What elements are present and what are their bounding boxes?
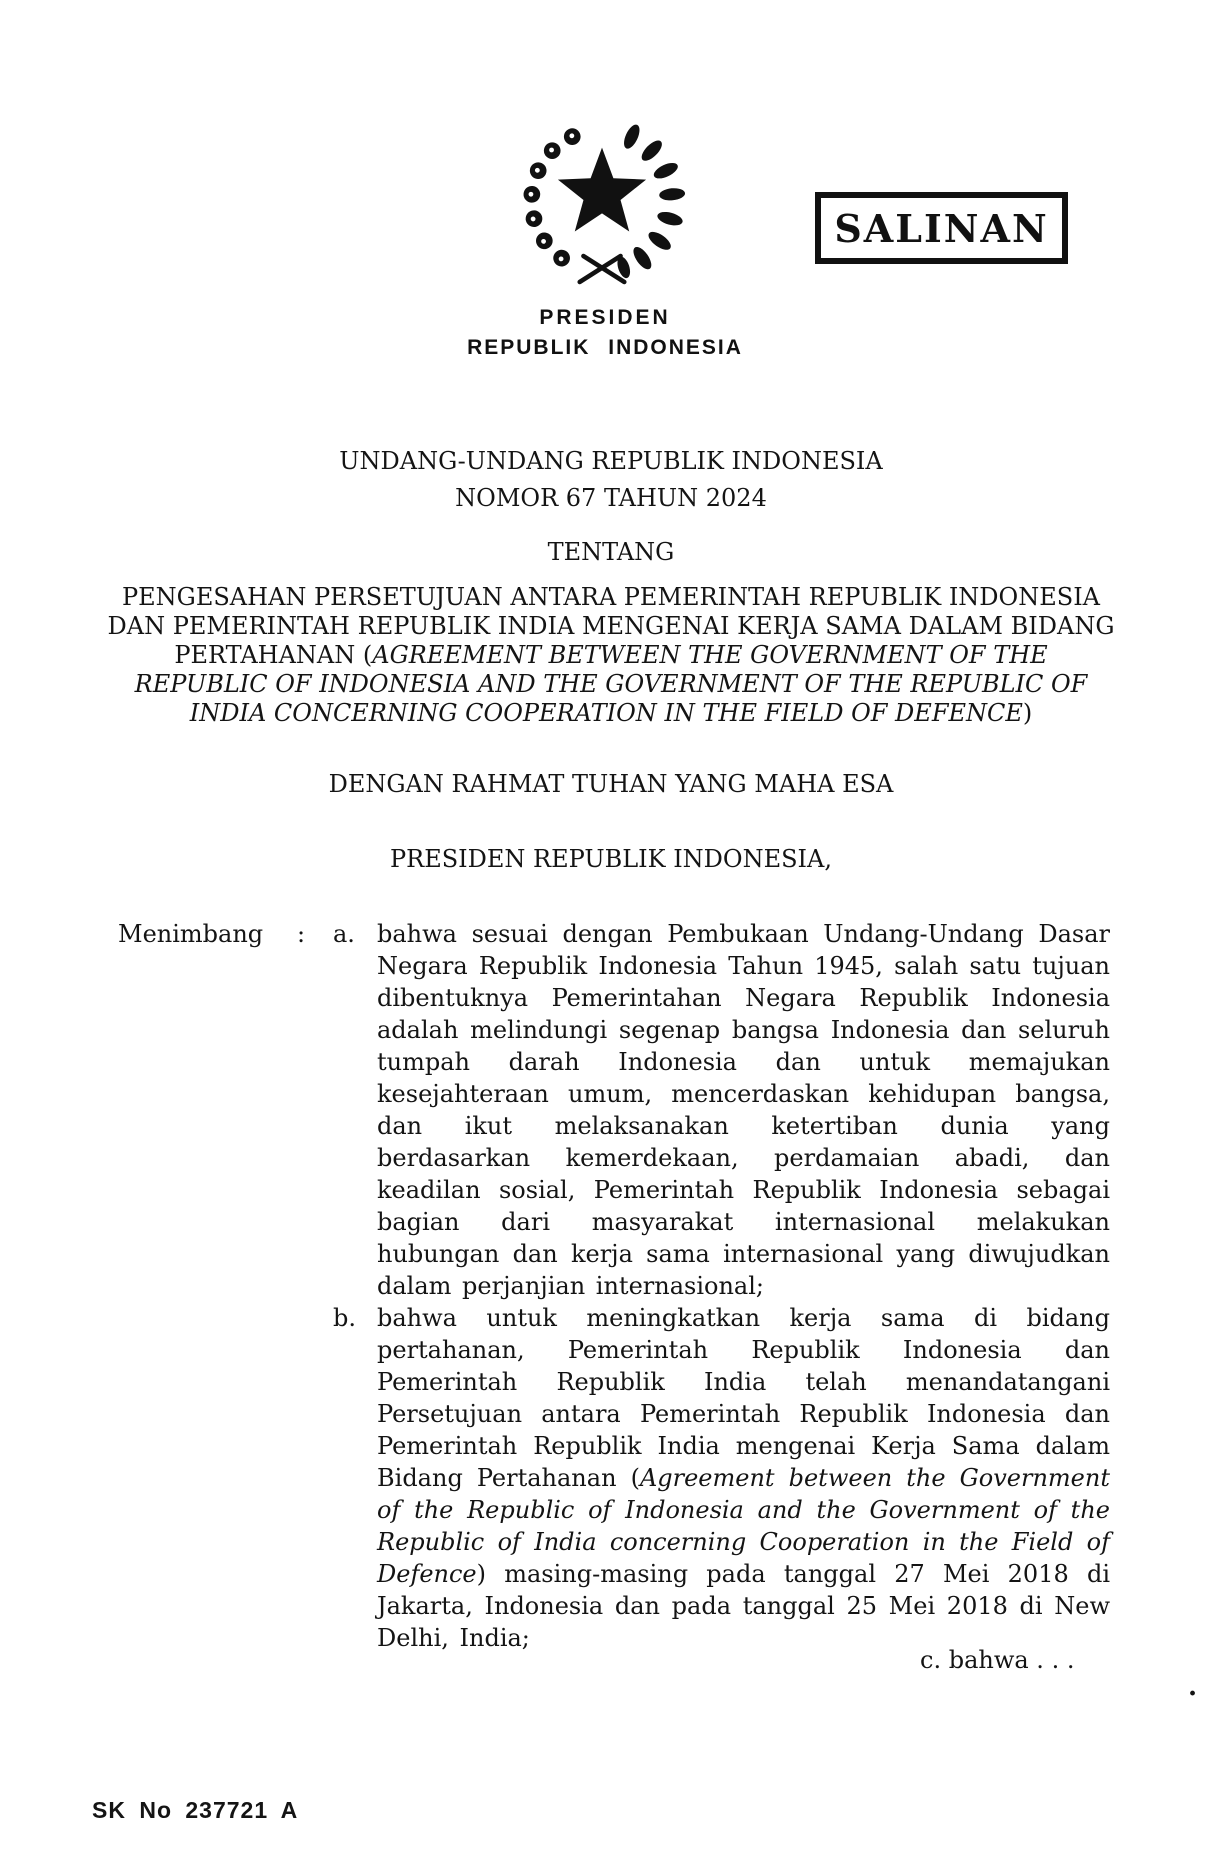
star-icon (558, 148, 646, 232)
consideration-item-b (333, 1302, 1110, 1654)
tentang-heading: TENTANG (547, 538, 675, 566)
document-title-line2: NOMOR 67 TAHUN 2024 (455, 484, 767, 512)
laurel-branch-icon (615, 122, 686, 279)
sk-number: SK No 237721 A (92, 1797, 299, 1823)
menimbang-colon: : (297, 920, 306, 948)
subject-close-paren: ) (1022, 699, 1033, 727)
title-block (105, 445, 1117, 875)
subject-roman: PENGESAHAN PERSETUJUAN ANTARA PEMERINTAH REPUBLIK INDONESIA DAN PEMERINTAH REPUBLIK INDIA MENGENAI KERJA SAMA DALAM BIDANG PERTAHANAN ( (107, 583, 1115, 669)
menimbang-items (333, 918, 1110, 1654)
menimbang-label: Menimbang (118, 920, 264, 948)
invocation-line: DENGAN RAHMAT TUHAN YANG MAHA ESA (328, 770, 894, 798)
item-a-marker: a. (333, 920, 355, 948)
letterhead-republik-indonesia: REPUBLIK INDONESIA (467, 336, 743, 359)
item-a-part-1: bahwa sesuai dengan Pembukaan Undang-Undang Dasar Negara Republik Indonesia Tahun 1945, salah satu tujuan dibentuknya Pemerintahan Negara Republik Indonesia adalah melindungi segenap bangsa Indonesia dan seluruh tumpah darah Indonesia dan untuk memajukan kesejahteraan umum, mencerdaskan kehidupan bangsa, dan ikut melaksanakan ketertiban dunia yang berdasarkan kemerdekaan, perdamaian abadi, dan keadilan sosial, Pemerintah Republik Indonesia sebagai bagian dari masyarakat internasional melakukan hubungan dan kerja sama internasional yang diwujudkan dalam perjanjian internasional; (377, 920, 1110, 1300)
menimbang-section (118, 918, 1110, 1654)
crossed-stems-icon (580, 256, 624, 282)
item-b-marker: b. (333, 1304, 356, 1332)
item-a-text (377, 918, 1110, 1302)
letterhead-presiden: PRESIDEN (539, 306, 671, 329)
document-title-line1: UNDANG-UNDANG REPUBLIK INDONESIA (339, 447, 883, 475)
subject-title (105, 583, 1117, 728)
star-wreath-emblem-icon (514, 112, 690, 300)
subject-italic: AGREEMENT BETWEEN THE GOVERNMENT OF THE REPUBLIC OF INDONESIA AND THE GOVERNMENT OF THE REPUBLIC OF INDIA CONCERNING COOPERATION IN THE FIELD OF DEFENCE (134, 641, 1088, 727)
consideration-item-a (333, 918, 1110, 1302)
item-b-text (377, 1302, 1110, 1654)
item-b-part-2-italic: Agreement between the Government of the Republic of Indonesia and the Government of the Republic of India concerning Cooperation in the Field of Defence (377, 1464, 1110, 1588)
salinan-stamp (815, 192, 1068, 264)
letterhead (100, 306, 1110, 360)
cotton-branch-icon (523, 126, 583, 270)
scan-artifact-dot: . (1188, 1672, 1198, 1702)
catchword-next-page: c. bahwa . . . (920, 1646, 1075, 1674)
item-b-part-3: ) masing-masing pada tanggal 27 Mei 2018 di Jakarta, Indonesia dan pada tanggal 25 Mei 2018 di New Delhi, India; (377, 1560, 1110, 1652)
item-b-part-1: bahwa untuk meningkatkan kerja sama di bidang pertahanan, Pemerintah Republik Indonesia dan Pemerintah Republik India telah menandatangani Persetujuan antara Pemerintah Republik Indonesia dan Pemerintah Republik India mengenai Kerja Sama dalam Bidang Pertahanan ( (377, 1304, 1110, 1492)
authority-line: PRESIDEN REPUBLIK INDONESIA, (389, 845, 832, 873)
salinan-label: SALINAN (834, 205, 1049, 251)
